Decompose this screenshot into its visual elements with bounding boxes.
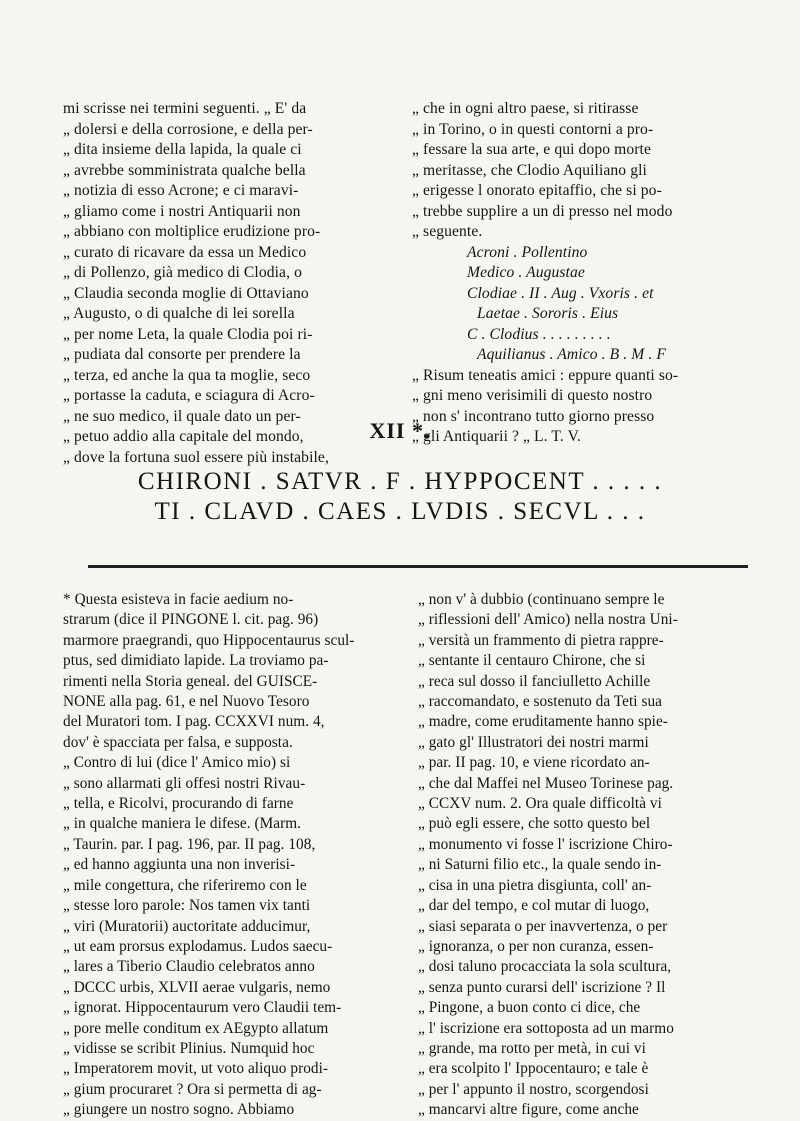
text-line: „ abbiano con moltiplice erudizione pro-: [63, 223, 321, 240]
footnote-line: strarum (dice il PINGONE l. cit. pag. 96): [63, 611, 319, 629]
text-line: „ curato di ricavare da essa un Medico: [63, 243, 307, 261]
text-line: „ di Pollenzo, già medico di Clodia, o: [63, 264, 302, 281]
footnote-line: „ cisa in una pietra disgiunta, coll' an-: [418, 876, 652, 894]
text-line: „ trebbe supplire a un di presso nel modo: [412, 202, 673, 220]
footnote-line: „ mancarvi altre figure, come anche: [418, 1101, 639, 1119]
footnote-line: „ sentante il centauro Chirone, che si: [418, 652, 646, 670]
footnote-line: „ che dal Maffei nel Museo Torinese pag.: [418, 774, 674, 792]
epitaph-line: C . Clodius . . . . . . . . .: [467, 325, 611, 343]
text-line: „ avrebbe somministrata qualche bella: [63, 161, 306, 179]
proposed-epitaph: [412, 243, 757, 366]
footnote-line: „ tella, e Ricolvi, procurando di farne: [63, 795, 294, 813]
top-right-column: [412, 99, 757, 445]
text-line: „ gli Antiquarii ? „ L. T. V.: [412, 428, 581, 445]
text-line: „ petuo addio alla capitale del mondo,: [63, 428, 304, 445]
text-line: „ Augusto, o di qualche di lei sorella: [63, 305, 295, 322]
text-line: „ dolersi e della corrosione, e della per-: [63, 120, 313, 138]
footnote-line: del Muratori tom. I pag. CCXXVI num. 4,: [63, 713, 325, 731]
text-line: „ per nome Leta, la quale Clodia poi ri-: [63, 325, 313, 343]
footnote-line: „ reca sul dosso il fanciulletto Achille: [418, 672, 651, 690]
footnote-line: „ mile congettura, che riferiremo con le: [63, 876, 307, 894]
epitaph-line: Laetae . Sororis . Eius: [477, 305, 619, 322]
text-line: „ dita insieme della lapida, la quale ci: [63, 141, 302, 158]
footnote-right-column: [418, 590, 760, 1119]
text-line: „ ne suo medico, il quale dato un per-: [63, 407, 301, 425]
footnote-line: „ ed hanno aggiunta una non inverisi-: [63, 856, 296, 874]
text-line: „ gni meno verisimili di questo nostro: [412, 387, 653, 404]
text-line: „ non s' incontrano tutto giorno presso: [412, 407, 655, 425]
footnote-line: „ ni Saturni filio etc., la quale sendo in-: [418, 856, 662, 874]
footnote-line: „ Contro di lui (dice l' Amico mio) si: [63, 754, 291, 772]
footnote-line: „ sono allarmati gli offesi nostri Rivau-: [63, 774, 306, 792]
footnote-line: „ gato gl' Illustratori dei nostri marmi: [418, 733, 649, 751]
text-line: „ Risum teneatis amici : eppure quanti so-: [412, 366, 679, 384]
text-line: „ meritasse, che Clodio Aquiliano gli: [412, 161, 647, 179]
footnote-line: „ dosi taluno procacciata la sola scultura,: [418, 958, 672, 976]
footnote-line: „ senza punto curarsi dell' iscrizione ? Il: [418, 978, 666, 996]
text-line: „ portasse la caduta, e sciagura di Acro-: [63, 387, 315, 404]
text-line: „ fessare la sua arte, e qui dopo morte: [412, 141, 652, 158]
footnote-line: „ riflessioni dell' Amico) nella nostra Uni-: [418, 611, 678, 629]
footnote-line: „ Pingone, a buon conto ci dice, che: [418, 999, 641, 1017]
text-line: „ terza, ed anche la qua ta moglie, seco: [63, 366, 311, 384]
footnote-line: marmore praegrandi, quo Hippocentaurus scul-: [63, 631, 355, 649]
footnote-line: „ madre, come eruditamente hanno spie-: [418, 713, 668, 731]
epitaph-line: Clodiae . II . Aug . Vxoris . et: [467, 284, 654, 302]
footnote-line: „ CCXV num. 2. Ora quale difficoltà vi: [418, 795, 662, 813]
text-line: mi scrisse nei termini seguenti. „ E' da: [63, 100, 307, 117]
text-line: „ erigesse l onorato epitaffio, che si po-: [412, 182, 662, 199]
text-line: „ dove la fortuna suol essere più instabile,: [63, 448, 329, 466]
footnote-divider: [88, 565, 748, 568]
footnote-line: „ dar del tempo, e col mutar di luogo,: [418, 897, 650, 915]
footnote-line: „ lares a Tiberio Claudio celebratos anno: [63, 958, 315, 976]
footnote-line: „ raccomandato, e sostenuto da Teti sua: [418, 693, 662, 711]
footnote-line: „ DCCC urbis, XLVII aerae vulgaris, nemo: [63, 978, 331, 996]
text-line: „ in Torino, o in questi contorni a pro-: [412, 120, 654, 138]
text-line: „ pudiata dal consorte per prendere la: [63, 346, 301, 363]
footnote-line: rimenti nella Storia geneal. del GUISCE-: [63, 672, 318, 690]
footnote-line: „ ignorat. Hippocentaurum vero Claudii tem-: [63, 999, 342, 1017]
footnote-line: NONE alla pag. 61, e nel Nuovo Tesoro: [63, 693, 310, 711]
inscription-line-2: TI . CLAVD . CAES . LVDIS . SECVL . . .: [154, 498, 646, 525]
footnote-line: „ Taurin. par. I pag. 196, par. II pag. 108,: [63, 835, 316, 853]
footnote-left-column: [63, 590, 411, 1119]
text-line: „ gliamo come i nostri Antiquarii non: [63, 202, 301, 220]
inscription-line-1: CHIRONI . SATVR . F . HYPPOCENT . . . . .: [137, 468, 663, 495]
footnote-line: „ stesse loro parole: Nos tamen vix tanti: [63, 897, 311, 915]
footnote-line: „ grande, ma rotto per metà, in cui vi: [418, 1039, 646, 1057]
footnote-line: „ siasi separata o per inavvertenza, o per: [418, 917, 668, 935]
footnote-line: „ ignoranza, o per non curanza, essen-: [418, 937, 654, 955]
footnote-line: „ gium procuraret ? Ora si permetta di ag-: [63, 1080, 322, 1098]
epitaph-line: Aquilianus . Amico . B . M . F: [477, 346, 666, 363]
footnote-line: „ versità un frammento di pietra rappre-: [418, 631, 664, 649]
footnote-line: „ può egli essere, che sotto questo bel: [418, 815, 651, 833]
footnote-line: „ par. II pag. 10, e viene ricordato an-: [418, 754, 650, 772]
footnote-line: „ viri (Muratorii) auctoritate adducimur,: [63, 917, 311, 935]
footnote-line: „ monumento vi fosse l' iscrizione Chiro-: [418, 835, 673, 853]
text-line: „ notizia di esso Acrone; e ci maravi-: [63, 182, 299, 199]
footnote-line: „ per l' appunto il nostro, scorgendosi: [418, 1080, 649, 1098]
footnote-line: „ vidisse se scribit Plinius. Numquid hoc: [63, 1039, 315, 1057]
epitaph-line: Acroni . Pollentino: [467, 243, 588, 261]
footnote-line: „ l' iscrizione era sottoposta ad un marmo: [418, 1019, 674, 1037]
inscription-number: XII *.: [369, 418, 431, 443]
footnote-line: „ Imperatorem movit, ut voto aliquo prodi-: [63, 1060, 329, 1078]
footnote-line: „ in qualche maniera le difese. (Marm.: [63, 815, 302, 833]
text-line: „ che in ogni altro paese, si ritirasse: [412, 100, 639, 117]
footnote-line: „ era scolpito l' Ippocentauro; e tale è: [418, 1060, 649, 1078]
text-line: „ seguente.: [412, 223, 483, 240]
footnote-line: „ pore melle conditum ex AEgypto allatum: [63, 1019, 329, 1037]
text-line: „ Claudia seconda moglie di Ottaviano: [63, 284, 309, 302]
footnote-line: dov' è spacciata per falsa, e supposta.: [63, 733, 293, 751]
epitaph-line: Medico . Augustae: [467, 264, 585, 281]
footnote-line: „ ut eam prorsus explodamus. Ludos saecu-: [63, 937, 333, 955]
footnote-line: * Questa esisteva in facie aedium no-: [63, 591, 294, 608]
top-right-text-a: [412, 99, 757, 243]
footnote-line: ptus, sed dimidiato lapide. La troviamo pa-: [63, 652, 329, 670]
footnote-line: „ giungere un nostro sogno. Abbiamo: [63, 1101, 295, 1119]
footnote-line: „ non v' à dubbio (continuano sempre le: [418, 591, 665, 608]
